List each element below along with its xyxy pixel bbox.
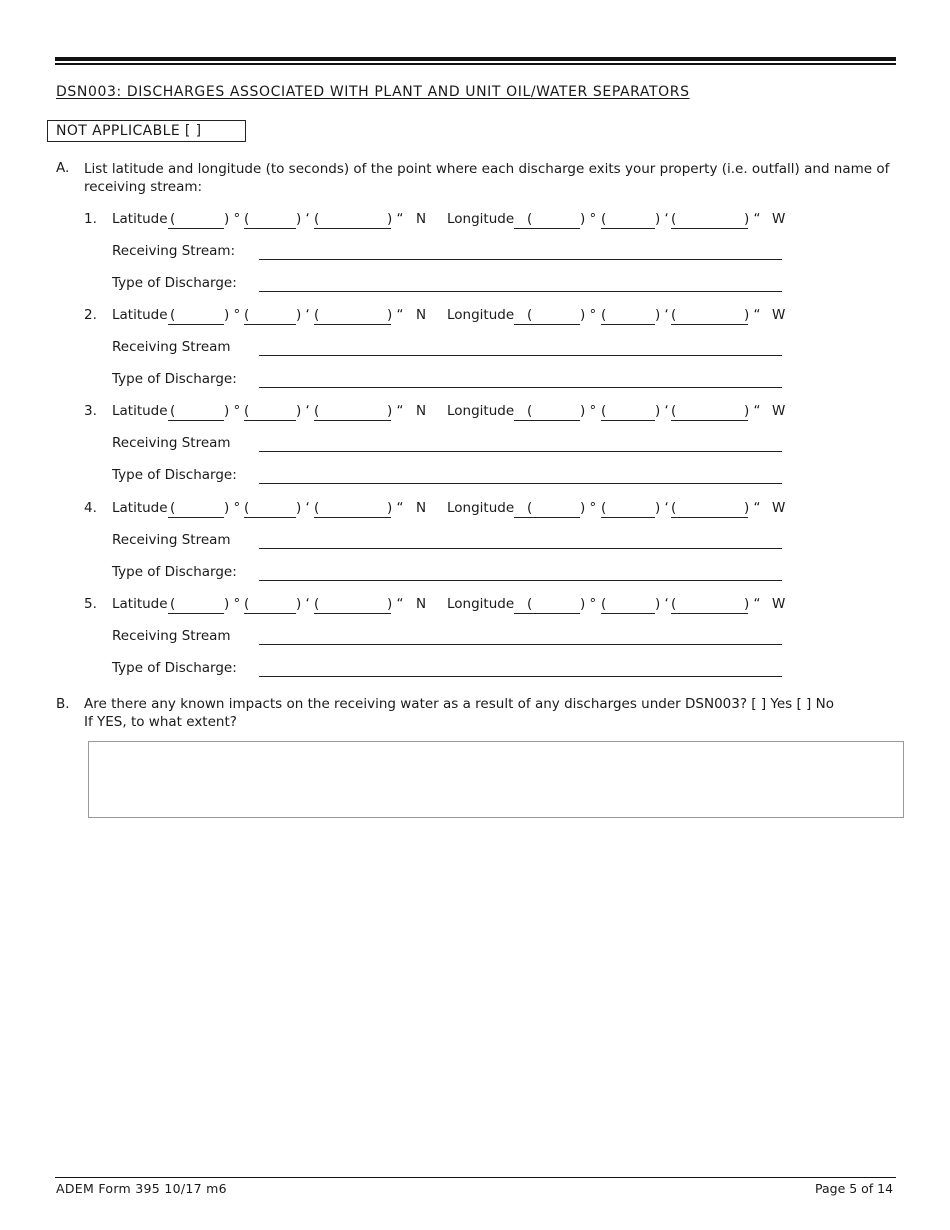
section-a-letter: A.: [56, 160, 70, 176]
latitude-minutes-open: (: [244, 211, 250, 227]
longitude-seconds-open: (: [671, 403, 677, 419]
west-label: W: [772, 596, 786, 612]
longitude-label: Longitude: [447, 500, 515, 516]
latitude-seconds-open: (: [314, 211, 320, 227]
west-label: W: [772, 403, 786, 419]
latitude-minutes-open: (: [244, 500, 250, 516]
latitude-seconds-open: (: [314, 403, 320, 419]
longitude-label: Longitude: [447, 403, 515, 419]
longitude-degrees-field[interactable]: [514, 420, 580, 421]
longitude-minutes-symbol: ) ‘: [655, 596, 669, 612]
latitude-degrees-symbol: ) °: [224, 307, 241, 323]
longitude-open-paren: (: [527, 596, 533, 612]
latitude-seconds-field[interactable]: [314, 517, 391, 518]
receiving-stream-label: Receiving Stream:: [112, 243, 236, 259]
longitude-seconds-open: (: [671, 307, 677, 323]
discharge-type-field[interactable]: [259, 387, 782, 388]
west-label: W: [772, 211, 786, 227]
latitude-open-paren: (: [170, 403, 176, 419]
longitude-seconds-field[interactable]: [671, 517, 748, 518]
latitude-minutes-field[interactable]: [244, 420, 296, 421]
impact-extent-textarea[interactable]: [88, 741, 904, 818]
latitude-minutes-open: (: [244, 403, 250, 419]
latitude-degrees-symbol: ) °: [224, 500, 241, 516]
latitude-minutes-symbol: ) ‘: [296, 307, 310, 323]
latitude-seconds-symbol: ) “: [387, 500, 404, 516]
longitude-minutes-field[interactable]: [601, 420, 655, 421]
discharge-type-label: Type of Discharge:: [112, 275, 237, 291]
longitude-minutes-open: (: [601, 403, 607, 419]
entry-number: 1.: [84, 211, 97, 227]
longitude-minutes-symbol: ) ‘: [655, 403, 669, 419]
latitude-seconds-field[interactable]: [314, 228, 391, 229]
section-title: DSN003: DISCHARGES ASSOCIATED WITH PLANT AND UNIT OIL/WATER SEPARATORS: [56, 84, 690, 100]
receiving-stream-label: Receiving Stream: [112, 435, 231, 451]
longitude-degrees-symbol: ) °: [580, 500, 597, 516]
longitude-seconds-field[interactable]: [671, 613, 748, 614]
latitude-seconds-open: (: [314, 500, 320, 516]
receiving-stream-label: Receiving Stream: [112, 339, 231, 355]
not-applicable-checkbox[interactable]: [47, 120, 246, 142]
receiving-stream-label: Receiving Stream: [112, 628, 231, 644]
section-a-instructions: List latitude and longitude (to seconds) of the point where each discharge exits your property (i.e. outfall) and name of receiving stream:: [84, 161, 890, 195]
longitude-seconds-field[interactable]: [671, 324, 748, 325]
longitude-degrees-field[interactable]: [514, 613, 580, 614]
longitude-minutes-symbol: ) ‘: [655, 211, 669, 227]
latitude-seconds-symbol: ) “: [387, 596, 404, 612]
latitude-seconds-field[interactable]: [314, 613, 391, 614]
longitude-seconds-field[interactable]: [671, 228, 748, 229]
latitude-degrees-symbol: ) °: [224, 403, 241, 419]
longitude-open-paren: (: [527, 211, 533, 227]
longitude-minutes-symbol: ) ‘: [655, 500, 669, 516]
longitude-label: Longitude: [447, 596, 515, 612]
latitude-degrees-field[interactable]: [168, 420, 224, 421]
discharge-type-label: Type of Discharge:: [112, 660, 237, 676]
longitude-open-paren: (: [527, 500, 533, 516]
receiving-stream-field[interactable]: [259, 259, 782, 260]
latitude-minutes-field[interactable]: [244, 517, 296, 518]
longitude-minutes-field[interactable]: [601, 613, 655, 614]
latitude-minutes-symbol: ) ‘: [296, 403, 310, 419]
longitude-seconds-field[interactable]: [671, 420, 748, 421]
latitude-degrees-field[interactable]: [168, 324, 224, 325]
receiving-stream-field[interactable]: [259, 355, 782, 356]
latitude-label: Latitude: [112, 500, 168, 516]
longitude-seconds-symbol: ) “: [744, 307, 761, 323]
latitude-open-paren: (: [170, 211, 176, 227]
longitude-degrees-field[interactable]: [514, 324, 580, 325]
latitude-minutes-symbol: ) ‘: [296, 500, 310, 516]
west-label: W: [772, 307, 786, 323]
longitude-open-paren: (: [527, 307, 533, 323]
longitude-minutes-open: (: [601, 596, 607, 612]
longitude-minutes-symbol: ) ‘: [655, 307, 669, 323]
discharge-type-field[interactable]: [259, 676, 782, 677]
longitude-seconds-open: (: [671, 211, 677, 227]
latitude-open-paren: (: [170, 596, 176, 612]
discharge-type-label: Type of Discharge:: [112, 467, 237, 483]
longitude-seconds-symbol: ) “: [744, 500, 761, 516]
header-rule-thick: [55, 57, 896, 61]
longitude-open-paren: (: [527, 403, 533, 419]
latitude-degrees-symbol: ) °: [224, 211, 241, 227]
discharge-type-field[interactable]: [259, 580, 782, 581]
longitude-minutes-open: (: [601, 211, 607, 227]
north-label: N: [416, 211, 427, 227]
latitude-degrees-field[interactable]: [168, 613, 224, 614]
latitude-seconds-symbol: ) “: [387, 307, 404, 323]
longitude-degrees-symbol: ) °: [580, 596, 597, 612]
latitude-open-paren: (: [170, 500, 176, 516]
longitude-minutes-open: (: [601, 307, 607, 323]
receiving-stream-label: Receiving Stream: [112, 532, 231, 548]
entry-number: 3.: [84, 403, 97, 419]
entry-number: 5.: [84, 596, 97, 612]
latitude-minutes-symbol: ) ‘: [296, 211, 310, 227]
longitude-minutes-field[interactable]: [601, 228, 655, 229]
north-label: N: [416, 500, 427, 516]
section-b-letter: B.: [56, 696, 70, 712]
entry-number: 4.: [84, 500, 97, 516]
latitude-degrees-field[interactable]: [168, 517, 224, 518]
longitude-degrees-field[interactable]: [514, 517, 580, 518]
discharge-type-label: Type of Discharge:: [112, 564, 237, 580]
west-label: W: [772, 500, 786, 516]
longitude-degrees-symbol: ) °: [580, 211, 597, 227]
longitude-degrees-symbol: ) °: [580, 403, 597, 419]
latitude-seconds-field[interactable]: [314, 324, 391, 325]
longitude-minutes-field[interactable]: [601, 324, 655, 325]
footer-rule: [55, 1177, 896, 1178]
latitude-label: Latitude: [112, 596, 168, 612]
latitude-minutes-field[interactable]: [244, 613, 296, 614]
longitude-seconds-symbol: ) “: [744, 596, 761, 612]
receiving-stream-field[interactable]: [259, 644, 782, 645]
north-label: N: [416, 307, 427, 323]
longitude-seconds-open: (: [671, 596, 677, 612]
page-number: Page 5 of 14: [815, 1181, 894, 1196]
latitude-seconds-open: (: [314, 596, 320, 612]
latitude-label: Latitude: [112, 211, 168, 227]
discharge-type-field[interactable]: [259, 291, 782, 292]
section-b-question: Are there any known impacts on the receiving water as a result of any discharges under DSN003? [ ] Yes [ ] No: [84, 696, 834, 712]
latitude-label: Latitude: [112, 307, 168, 323]
receiving-stream-field[interactable]: [259, 451, 782, 452]
latitude-seconds-field[interactable]: [314, 420, 391, 421]
longitude-seconds-symbol: ) “: [744, 403, 761, 419]
longitude-seconds-open: (: [671, 500, 677, 516]
section-b-followup: If YES, to what extent?: [84, 714, 237, 730]
latitude-minutes-field[interactable]: [244, 228, 296, 229]
latitude-open-paren: (: [170, 307, 176, 323]
discharge-type-field[interactable]: [259, 483, 782, 484]
north-label: N: [416, 403, 427, 419]
longitude-degrees-symbol: ) °: [580, 307, 597, 323]
latitude-minutes-open: (: [244, 596, 250, 612]
form-id: ADEM Form 395 10/17 m6: [56, 1181, 227, 1196]
latitude-seconds-symbol: ) “: [387, 403, 404, 419]
longitude-minutes-field[interactable]: [601, 517, 655, 518]
latitude-minutes-open: (: [244, 307, 250, 323]
latitude-minutes-symbol: ) ‘: [296, 596, 310, 612]
latitude-seconds-symbol: ) “: [387, 211, 404, 227]
latitude-label: Latitude: [112, 403, 168, 419]
north-label: N: [416, 596, 427, 612]
longitude-minutes-open: (: [601, 500, 607, 516]
latitude-seconds-open: (: [314, 307, 320, 323]
longitude-degrees-field[interactable]: [514, 228, 580, 229]
latitude-degrees-symbol: ) °: [224, 596, 241, 612]
longitude-seconds-symbol: ) “: [744, 211, 761, 227]
longitude-label: Longitude: [447, 211, 515, 227]
latitude-degrees-field[interactable]: [168, 228, 224, 229]
longitude-label: Longitude: [447, 307, 515, 323]
not-applicable-label: NOT APPLICABLE [ ]: [56, 123, 202, 139]
entry-number: 2.: [84, 307, 97, 323]
latitude-minutes-field[interactable]: [244, 324, 296, 325]
discharge-type-label: Type of Discharge:: [112, 371, 237, 387]
header-rule-thin: [55, 63, 896, 65]
receiving-stream-field[interactable]: [259, 548, 782, 549]
